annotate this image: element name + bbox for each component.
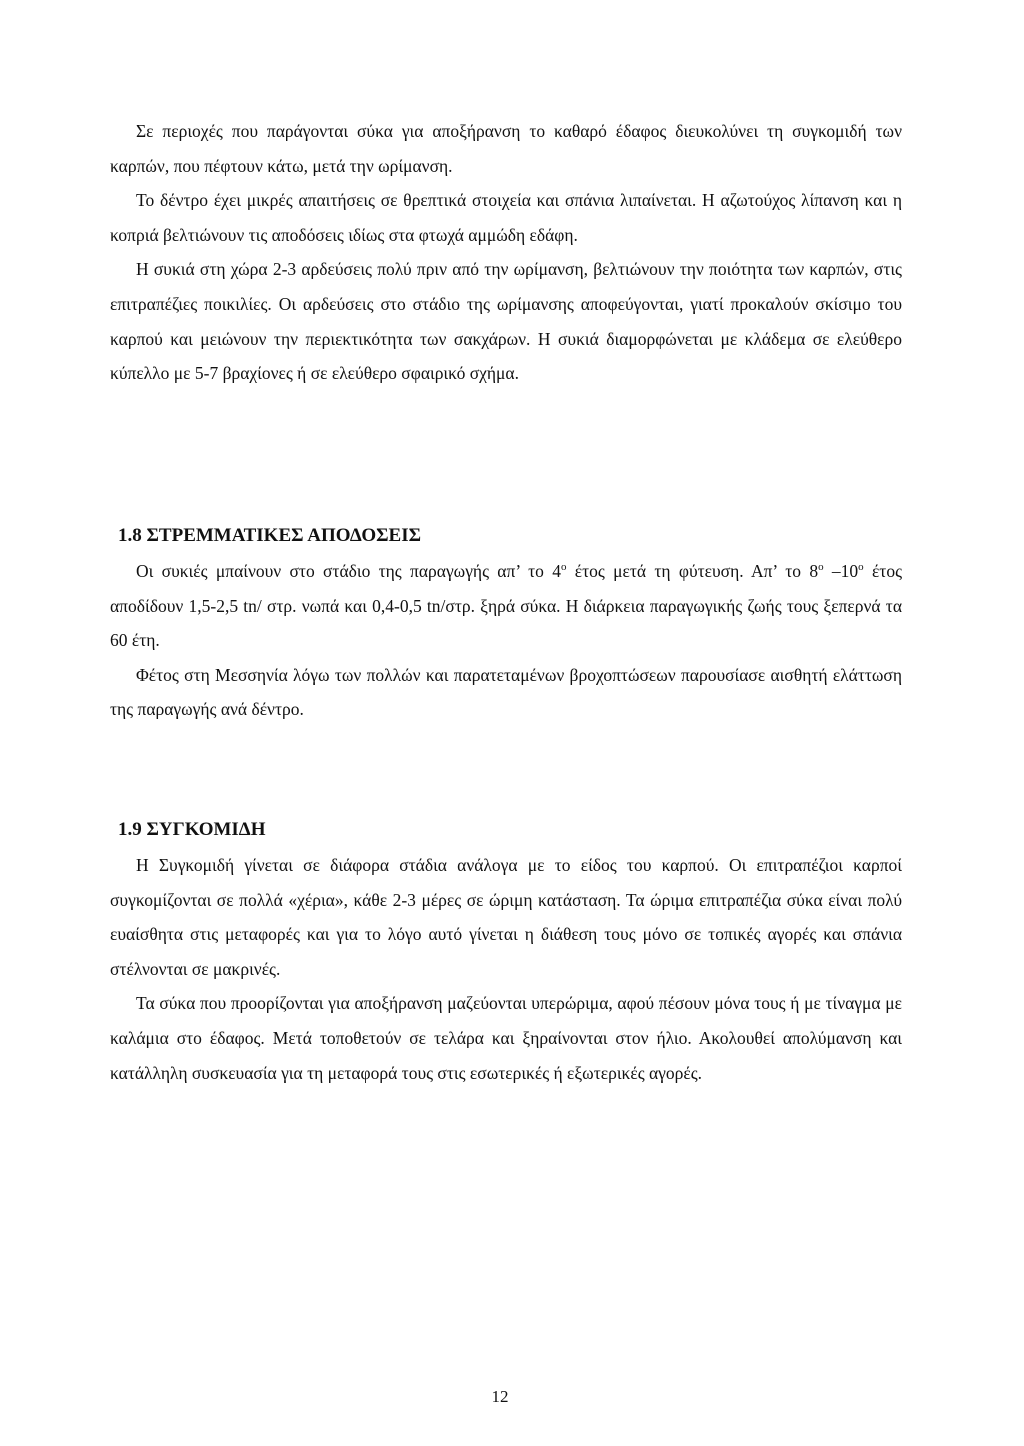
paragraph-drying: Τα σύκα που προορίζονται για αποξήρανση μαζεύονται υπερώριμα, αφού πέσουν μόνα τους ή με τίναγμα με καλάμια στο έδαφος. Μετά τοποθετούν σε τελάρα και ξηραίνονται στον ήλιο. Ακολουθεί απολύμανση και κατάλληλη συσκευασία για τη μεταφορά τους στις εσωτερικές ή εξωτερικές αγορές.	[110, 993, 902, 1083]
text-segment: Οι συκιές μπαίνουν στο στάδιο της παραγωγής απ’ το 4	[136, 561, 561, 581]
text-segment: –10	[823, 561, 859, 581]
yields-text	[110, 554, 902, 727]
text-segment: έτος μετά τη φύτευση. Απ’ το 8	[566, 561, 819, 581]
superscript: ο	[858, 561, 864, 574]
section-heading-yields: 1.8 ΣΤΡΕΜΜΑΤΙΚΕΣ ΑΠΟΔΟΣΕΙΣ	[118, 525, 422, 546]
superscript: ο	[818, 561, 824, 574]
paragraph-production-start	[110, 554, 902, 658]
paragraph-messinia: Φέτος στη Μεσσηνία λόγω των πολλών και παρατεταμένων βροχοπτώσεων παρουσίασε αισθητή ελάττωση της παραγωγής ανά δέντρο.	[110, 664, 902, 720]
superscript: ο	[560, 561, 567, 574]
section-heading-harvest: 1.9 ΣΥΓΚΟΜΙΔΗ	[118, 819, 266, 840]
paragraph-irrigation-pruning: Η συκιά στη χώρα 2-3 αρδεύσεις πολύ πριν από την ωρίμανση, βελτιώνουν την ποιότητα των καρπών, στις επιτραπέζιες ποικιλίες. Οι αρδεύσεις στο στάδιο της ωρίμανσης αποφεύγονται, γιατί προκαλούν σκίσιμο του καρπού και μειώνουν την περιεκτικότητα των σακχάρων. Η συκιά διαμορφώνεται με κλάδεμα σε ελεύθερο κύπελλο με 5-7 βραχίονες ή σε ελεύθερο σφαιρικό σχήμα.	[110, 259, 902, 384]
text-segment: έτος αποδίδουν 1,5-2,5 tn/ στρ. νωπά και 0,4-0,5 tn/στρ. ξηρά σύκα. Η διάρκεια παραγωγικής ζωής τους ξεπερνά τα 60 έτη.	[110, 561, 903, 651]
paragraph-harvest-stages: Η Συγκομιδή γίνεται σε διάφορα στάδια ανάλογα με το είδος του καρπού. Οι επιτραπέζιοι καρποί συγκομίζονται σε πολλά «χέρια», κάθε 2-3 μέρες σε ώριμη κατάσταση. Τα ώριμα επιτραπέζια σύκα είναι πολύ ευαίσθητα στις μεταφορές και για το λόγο αυτό γίνεται η διάθεση τους μόνο σε τοπικές αγορές και σπάνια στέλνονται σε μακρινές.	[110, 855, 902, 979]
page-number: 12	[491, 1387, 509, 1406]
harvest-text	[110, 848, 902, 1090]
paragraph-fertilization: Το δέντρο έχει μικρές απαιτήσεις σε θρεπτικά στοιχεία και σπάνια λιπαίνεται. Η αζωτούχος λίπανση και η κοπριά βελτιώνουν τις αποδόσεις ιδίως στα φτωχά αμμώδη εδάφη.	[110, 190, 902, 245]
intro-text	[110, 114, 902, 391]
paragraph-soil-harvest: Σε περιοχές που παράγονται σύκα για αποξήρανση το καθαρό έδαφος διευκολύνει τη συγκομιδή των καρπών, που πέφτουν κάτω, μετά την ωρίμανση.	[110, 121, 902, 176]
